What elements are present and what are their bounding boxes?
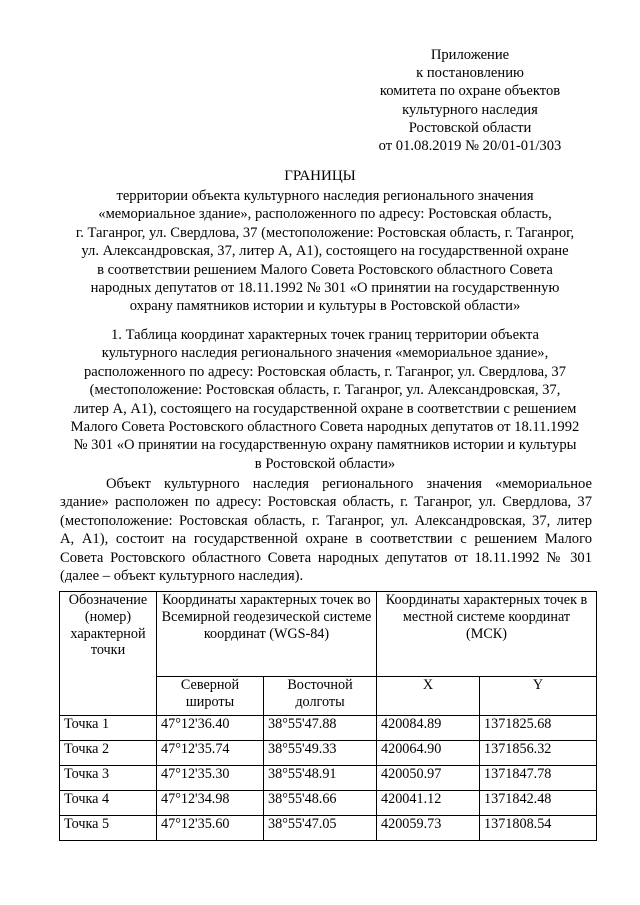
header-msk: Координаты характерных точек в местной системе координат (МСК) [377,592,597,677]
cell-north: 47°12'35.60 [157,816,264,841]
table-row [60,716,597,741]
cell-point: Точка 4 [60,791,157,816]
cell-x: 420041.12 [377,791,480,816]
cell-east: 38°55'47.05 [264,816,377,841]
appendix-block [340,46,600,155]
coordinates-table [59,591,597,841]
appendix-line: к постановлению [416,65,524,82]
subtitle-line: территории объекта культурного наследия регионального значения [116,188,534,204]
section-line: 1. Таблица координат характерных точек границ территории объекта [110,327,539,343]
header-point: Обозначение (номер) характерной точки [60,592,157,716]
cell-north: 47°12'35.30 [157,766,264,791]
header-north: Северной широты [157,677,264,716]
paragraph-line: (далее – объект культурного наследия). [60,568,304,585]
section-line: литер А, А1), состоящего на государственной охране в соответствии с решением [73,400,577,417]
cell-north: 47°12'34.98 [157,791,264,816]
appendix-line: культурного наследия [402,101,538,118]
section-line: в Ростовской области» [254,455,396,472]
appendix-line: от 01.08.2019 № 20/01-01/303 [378,138,562,155]
cell-point: Точка 5 [60,816,157,841]
section-line: Малого Совета Ростовского областного Совета народных депутатов от 18.11.1992 [70,419,580,436]
paragraph-line: здание» расположен по адресу: Ростовская область, г. Таганрог, ул. Свердлова, 37 [60,494,592,511]
table-row [60,816,597,841]
subtitle-line: ул. Александровская, 37, литер А, А1), состоящего на государственной охране [81,243,569,260]
subtitle-line: охрану памятников истории и культуры в Ростовской области» [129,298,521,315]
cell-east: 38°55'48.91 [264,766,377,791]
document-title: ГРАНИЦЫ [284,168,356,184]
cell-north: 47°12'35.74 [157,741,264,766]
section-line: (местоположение: Ростовская область, г. Таганрог, ул. Александровская, 37, [89,382,561,399]
cell-north: 47°12'36.40 [157,716,264,741]
document-subtitle [70,187,580,316]
paragraph-line: Объект культурного наследия регионального значения «мемориальное [106,476,592,492]
subtitle-line: «мемориальное здание», расположенного по адресу: Ростовская область, [98,206,552,223]
cell-y: 1371825.68 [480,716,597,741]
appendix-line: Приложение [430,47,510,63]
table-row [60,766,597,791]
cell-point: Точка 1 [60,716,157,741]
cell-x: 420059.73 [377,816,480,841]
cell-x: 420050.97 [377,766,480,791]
cell-point: Точка 3 [60,766,157,791]
table-row [60,741,597,766]
cell-y: 1371808.54 [480,816,597,841]
cell-y: 1371847.78 [480,766,597,791]
header-y: Y [480,677,597,716]
header-wgs: Координаты характерных точек во Всемирной геодезической системе координат (WGS-84) [157,592,377,677]
header-x: X [377,677,480,716]
cell-east: 38°55'49.33 [264,741,377,766]
cell-point: Точка 2 [60,741,157,766]
cell-x: 420064.90 [377,741,480,766]
table-header-row [60,592,597,677]
section-heading [60,326,590,473]
cell-x: 420084.89 [377,716,480,741]
section-line: культурного наследия регионального значения «мемориальное здание», [101,345,549,362]
cell-y: 1371856.32 [480,741,597,766]
body-paragraph [60,475,592,585]
paragraph-line: А, А1), состоит на государственной охране в соответствии с решением Малого [60,531,592,548]
cell-east: 38°55'47.88 [264,716,377,741]
appendix-line: Ростовской области [408,119,532,136]
subtitle-line: г. Таганрог, ул. Свердлова, 37 (местоположение: Ростовская область, г. Таганрог, [75,224,575,241]
section-line: расположенного по адресу: Ростовская область, г. Таганрог, ул. Свердлова, 37 [83,363,566,380]
section-line: № 301 «О принятии на государственную охрану памятников истории и культуры [73,437,577,454]
table-row [60,791,597,816]
appendix-line: комитета по охране объектов [379,83,561,100]
cell-y: 1371842.48 [480,791,597,816]
paragraph-line: Совета Ростовского областного Совета народных депутатов от 18.11.1992 № 301 [60,549,592,566]
subtitle-line: в соответствии решением Малого Совета Ростовского областного Совета [97,261,553,278]
header-east: Восточной долготы [264,677,377,716]
cell-east: 38°55'48.66 [264,791,377,816]
subtitle-line: народных депутатов от 18.11.1992 № 301 «О принятии на государственную [90,280,560,297]
paragraph-line: (местоположение: Ростовская область, г. Таганрог, ул. Александровская, 37, литер [60,512,592,529]
